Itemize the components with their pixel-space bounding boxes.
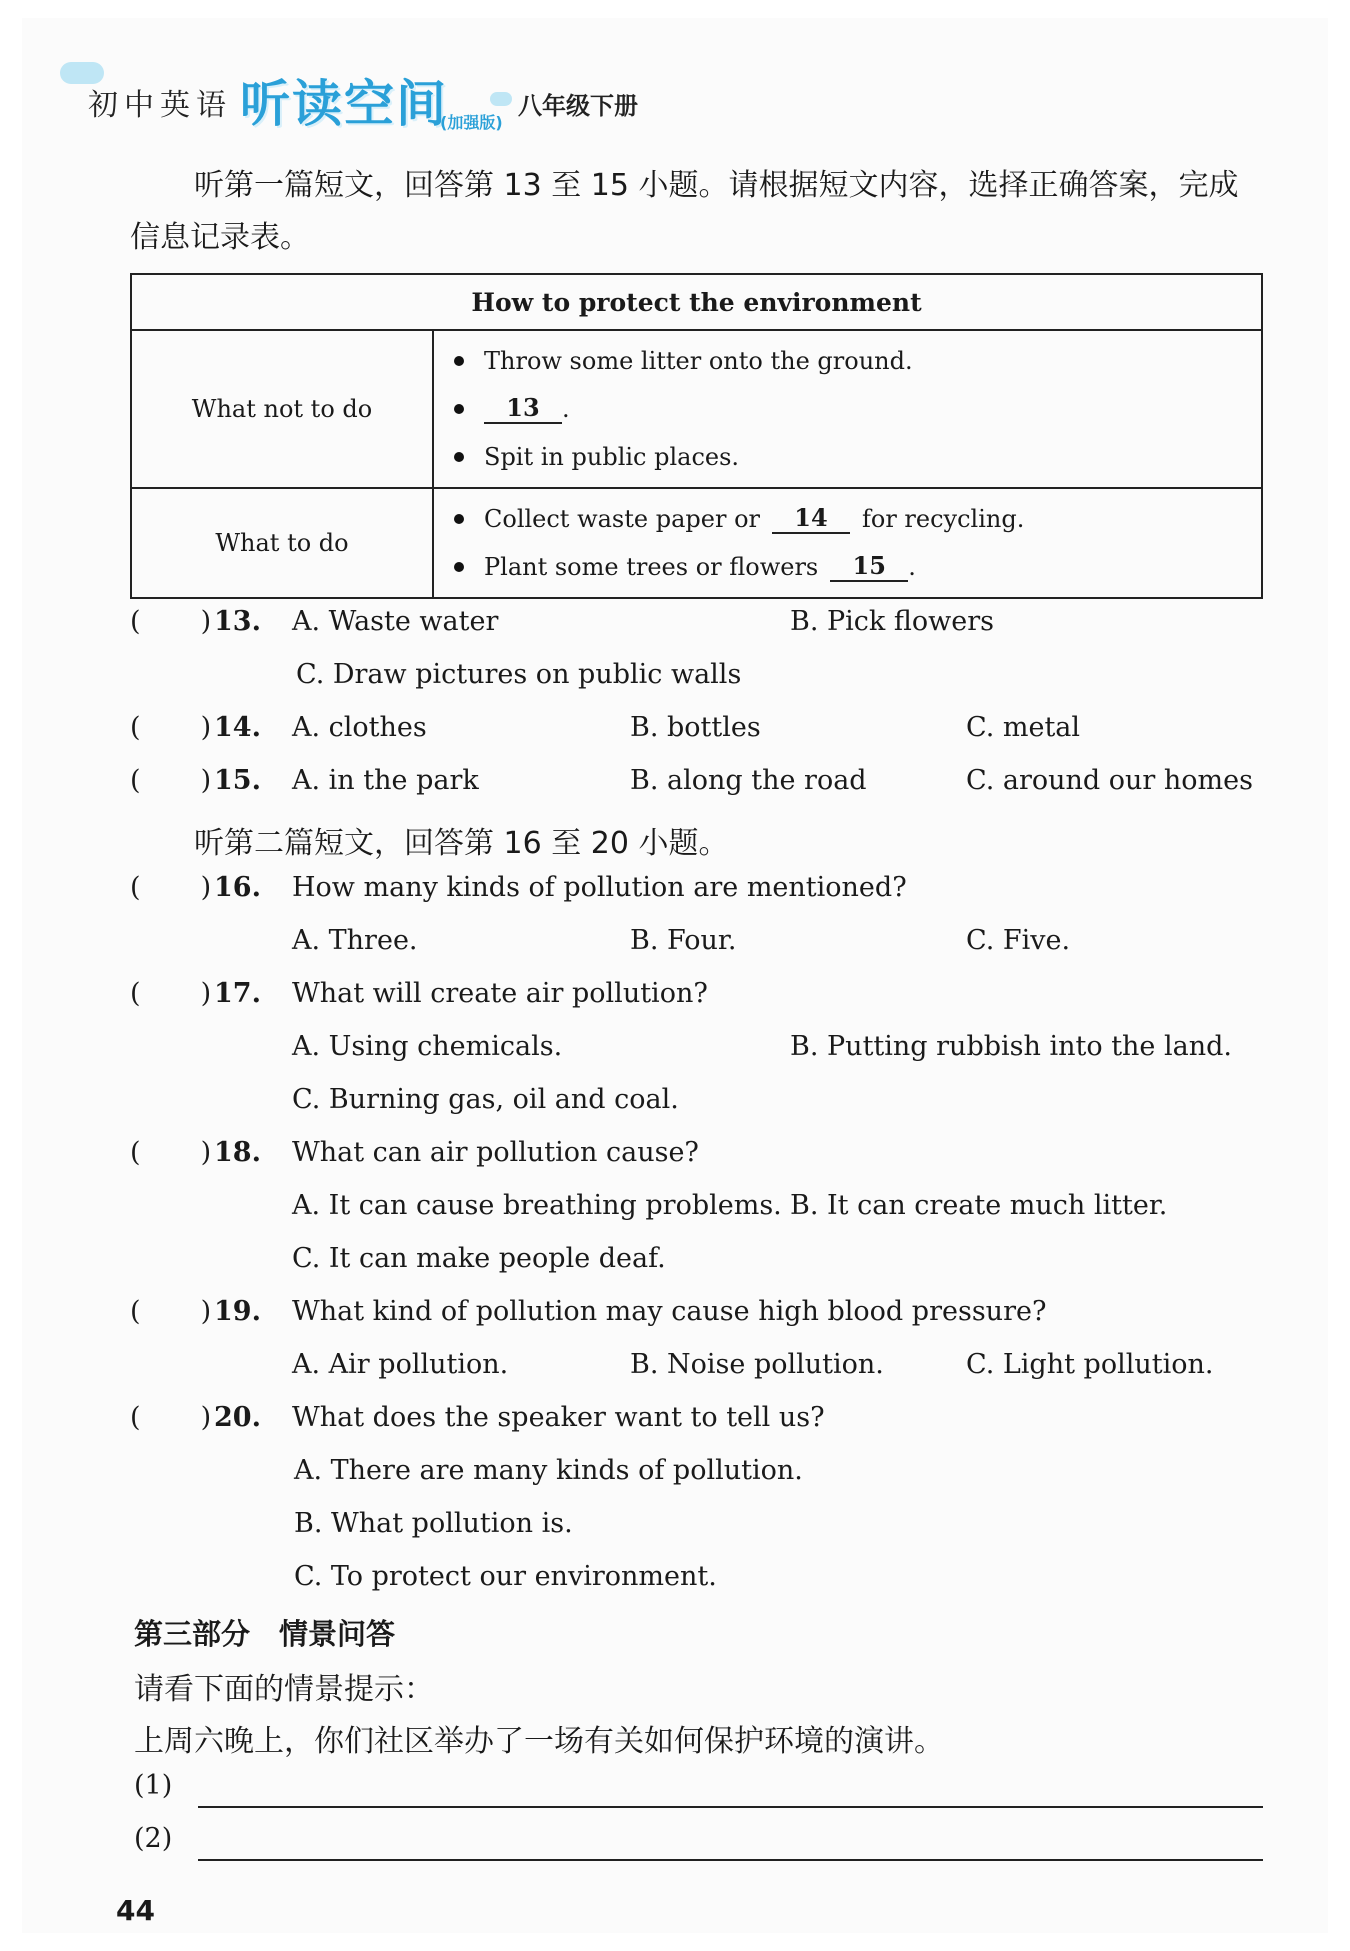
option-a[interactable]: A. clothes bbox=[292, 712, 427, 743]
answer-bracket[interactable]: ( ) bbox=[130, 872, 212, 903]
item-text: Collect waste paper or bbox=[484, 505, 760, 533]
list-item bbox=[454, 385, 1261, 433]
bullet-icon bbox=[454, 452, 464, 462]
answer-line[interactable] bbox=[198, 1859, 1263, 1861]
question-number: 13. bbox=[214, 606, 261, 637]
option-a[interactable]: A. Using chemicals. bbox=[292, 1031, 563, 1062]
question-number: 14. bbox=[214, 712, 261, 743]
option-a[interactable]: A. Three. bbox=[292, 925, 418, 956]
answer-bracket[interactable]: ( ) bbox=[130, 1137, 212, 1168]
answer-bracket[interactable]: ( ) bbox=[130, 606, 212, 637]
option-b[interactable]: B. What pollution is. bbox=[294, 1508, 573, 1539]
answer-bracket[interactable]: ( ) bbox=[130, 765, 212, 796]
section-instructions: 听第二篇短文，回答第 16 至 20 小题。 bbox=[194, 826, 729, 861]
item-text: . bbox=[562, 395, 570, 423]
item-text: Throw some litter onto the ground. bbox=[484, 347, 913, 375]
option-b[interactable]: B. along the road bbox=[630, 765, 867, 796]
option-a[interactable]: A. It can cause breathing problems. bbox=[292, 1190, 782, 1221]
page-number: 44 bbox=[116, 1894, 155, 1927]
item-text: Plant some trees or flowers bbox=[484, 553, 819, 581]
option-c[interactable]: C. around our homes bbox=[966, 765, 1253, 796]
question-stem: What kind of pollution may cause high blood pressure? bbox=[292, 1296, 1047, 1327]
question-number: 16. bbox=[214, 872, 261, 903]
option-c[interactable]: C. metal bbox=[966, 712, 1081, 743]
section-instructions bbox=[130, 160, 1280, 264]
scenario-text: 上周六晚上，你们社区举办了一场有关如何保护环境的演讲。 bbox=[134, 1724, 944, 1759]
answer-bracket[interactable]: ( ) bbox=[130, 978, 212, 1009]
answer-blank[interactable]: 15 bbox=[830, 552, 908, 582]
question-number: 15. bbox=[214, 765, 261, 796]
table-row-items bbox=[433, 330, 1262, 488]
section-title: 第三部分 情景问答 bbox=[134, 1617, 396, 1651]
option-b[interactable]: B. Pick flowers bbox=[790, 606, 994, 637]
question-number: 20. bbox=[214, 1402, 261, 1433]
answer-bracket[interactable]: ( ) bbox=[130, 1402, 212, 1433]
table-row-label: What to do bbox=[131, 488, 433, 598]
header-subject: 初中英语 bbox=[88, 88, 232, 123]
header-logo: 听读空间 bbox=[240, 75, 448, 133]
question-number: 18. bbox=[214, 1137, 261, 1168]
bullet-icon bbox=[454, 514, 464, 524]
list-item bbox=[454, 495, 1261, 543]
option-b[interactable]: B. bottles bbox=[630, 712, 761, 743]
answer-line[interactable] bbox=[198, 1806, 1263, 1808]
option-c[interactable]: C. To protect our environment. bbox=[294, 1561, 717, 1592]
answer-bracket[interactable]: ( ) bbox=[130, 1296, 212, 1327]
header-edition: (加强版) bbox=[440, 113, 503, 132]
list-item bbox=[454, 433, 1261, 481]
table-row-label: What not to do bbox=[131, 330, 433, 488]
instruction-line: 听第一篇短文，回答第 13 至 15 小题。请根据短文内容，选择正确答案，完成 bbox=[194, 168, 1239, 203]
question-stem: What will create air pollution? bbox=[292, 978, 708, 1009]
instruction-line: 信息记录表。 bbox=[130, 220, 310, 255]
option-a[interactable]: A. There are many kinds of pollution. bbox=[294, 1455, 803, 1486]
answer-label: (2) bbox=[134, 1823, 173, 1854]
option-b[interactable]: B. Noise pollution. bbox=[630, 1349, 884, 1380]
option-c[interactable]: C. Light pollution. bbox=[966, 1349, 1214, 1380]
item-text: . bbox=[908, 553, 916, 581]
list-item bbox=[454, 337, 1261, 385]
question-stem: How many kinds of pollution are mentioned? bbox=[292, 872, 907, 903]
answer-label: (1) bbox=[134, 1770, 173, 1801]
question-stem: What can air pollution cause? bbox=[292, 1137, 699, 1168]
table-row-items bbox=[433, 488, 1262, 598]
header-grade: 八年级下册 bbox=[518, 92, 638, 120]
option-a[interactable]: A. in the park bbox=[292, 765, 479, 796]
question-stem: What does the speaker want to tell us? bbox=[292, 1402, 825, 1433]
question-number: 17. bbox=[214, 978, 261, 1009]
info-record-table bbox=[130, 273, 1263, 599]
option-c[interactable]: C. Five. bbox=[966, 925, 1071, 956]
section-prompt: 请看下面的情景提示： bbox=[134, 1672, 434, 1707]
bullet-icon bbox=[454, 562, 464, 572]
bullet-icon bbox=[454, 356, 464, 366]
cloud-decoration-icon bbox=[490, 92, 512, 106]
bullet-icon bbox=[454, 404, 464, 414]
question-number: 19. bbox=[214, 1296, 261, 1327]
answer-blank[interactable]: 14 bbox=[772, 504, 850, 534]
list-item bbox=[454, 543, 1261, 591]
option-c[interactable]: C. It can make people deaf. bbox=[292, 1243, 666, 1274]
item-text: for recycling. bbox=[862, 505, 1025, 533]
option-b[interactable]: B. It can create much litter. bbox=[790, 1190, 1168, 1221]
answer-blank[interactable]: 13 bbox=[484, 394, 562, 424]
option-b[interactable]: B. Putting rubbish into the land. bbox=[790, 1031, 1232, 1062]
option-a[interactable]: A. Air pollution. bbox=[292, 1349, 509, 1380]
option-c[interactable]: C. Burning gas, oil and coal. bbox=[292, 1084, 679, 1115]
table-title: How to protect the environment bbox=[131, 274, 1262, 330]
option-c[interactable]: C. Draw pictures on public walls bbox=[296, 659, 742, 690]
answer-bracket[interactable]: ( ) bbox=[130, 712, 212, 743]
option-a[interactable]: A. Waste water bbox=[292, 606, 499, 637]
item-text: Spit in public places. bbox=[484, 443, 740, 471]
option-b[interactable]: B. Four. bbox=[630, 925, 737, 956]
